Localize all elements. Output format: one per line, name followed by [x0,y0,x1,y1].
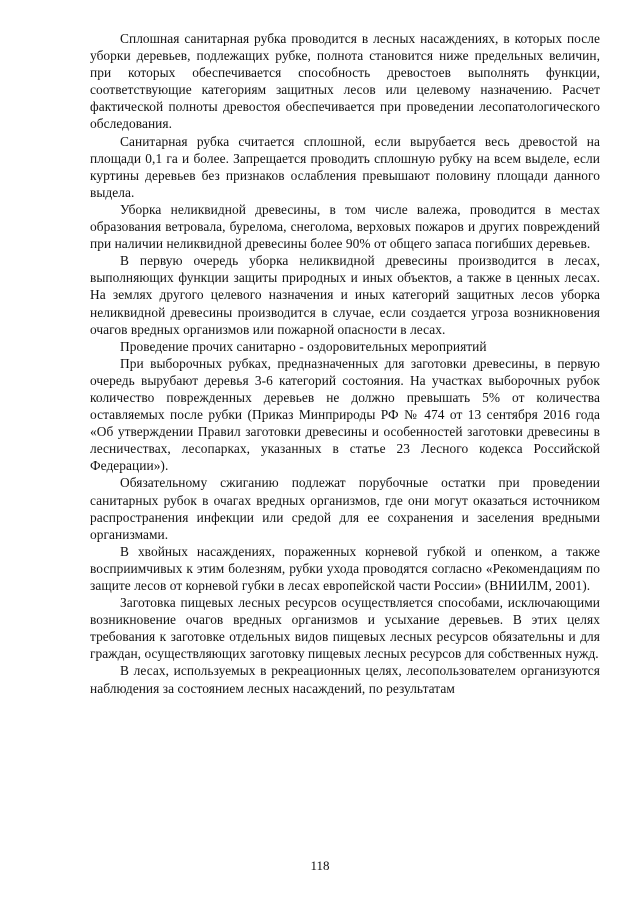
body-text [90,30,600,697]
page-number: 118 [310,858,330,873]
section-heading-other-measures: Проведение прочих санитарно - оздоровительных мероприятий [120,338,487,354]
paragraph-continuous-sanitary-felling: Сплошная санитарная рубка проводится в лесных насаждениях, в которых после уборки деревьев, подлежащих рубке, полнота становится ниже предельных величин, при которых обеспечивается способность древостоев выполнять функции, соответствующие категориям защитных лесов или целевому назначению. Расчет фактической полноты древостоя обеспечивается при проведении лесопатологического обследования. [90,31,600,132]
paragraph-selective-felling: При выборочных рубках, предназначенных для заготовки древесины, в первую очередь вырубают деревья 3-6 категорий состояния. На участках выборочных рубок количество поврежденных деревьев не должно превышать 5% от количества оставляемых после рубки (Приказ Минприроды РФ № 474 от 13 сентября 2016 года «Об утверждении Правил заготовки древесины и особенностей заготовки древесины в лесничествах, лесопарках, указанных в статье 23 Лесного кодекса Российской Федерации»). [90,355,600,474]
paragraph-food-resources: Заготовка пищевых лесных ресурсов осуществляется способами, исключающими возникновение очагов вредных организмов и усыхание деревьев. В этих целях требования к заготовке отдельных видов пищевых лесных ресурсов обязательны и для граждан, осуществляющих заготовку пищевых лесных ресурсов для собственных нужд. [90,595,600,662]
paragraph-root-fungus: В хвойных насаждениях, пораженных корневой губкой и опенком, а также восприимчивых к этим болезням, рубки ухода проводятся согласно «Рекомендациям по защите лесов от корневой губки в лесах европейской части России» (ВНИИЛМ, 2001). [90,543,600,593]
paragraph-continuous-felling-definition: Санитарная рубка считается сплошной, если вырубается весь древостой на площади 0,1 га и более. Запрещается проводить сплошную рубку на всем выделе, если куртины деревьев без признаков ослабления превышают половину площади данного выдела. [90,133,600,200]
paragraph-illiquid-wood-removal: Уборка неликвидной древесины, в том числе валежа, проводится в местах образования ветровала, бурелома, снеголома, верховых пожаров и других повреждений при наличии неликвидной древесины более 90% от общего запаса погибших деревьев. [90,201,600,252]
paragraph-mandatory-burning: Обязательному сжиганию подлежат порубочные остатки при проведении санитарных рубок в очагах вредных организмов, где они могут оказаться источником распространения инфекции или средой для ее сохранения и заселения вредными организмами. [90,475,600,542]
paragraph-recreational-forests: В лесах, используемых в рекреационных целях, лесопользователем организуются наблюдения за состоянием лесных насаждений, по результатам [90,663,600,696]
paragraph-priority-removal: В первую очередь уборка неликвидной древесины производится в лесах, выполняющих функции защиты природных и иных объектов, а также в ценных лесах. На землях другого целевого назначения и иных категорий защитных лесов уборка неликвидной древесины производится в случае, если создается угроза возникновения очагов вредных организмов или пожарной опасности в лесах. [90,253,600,337]
